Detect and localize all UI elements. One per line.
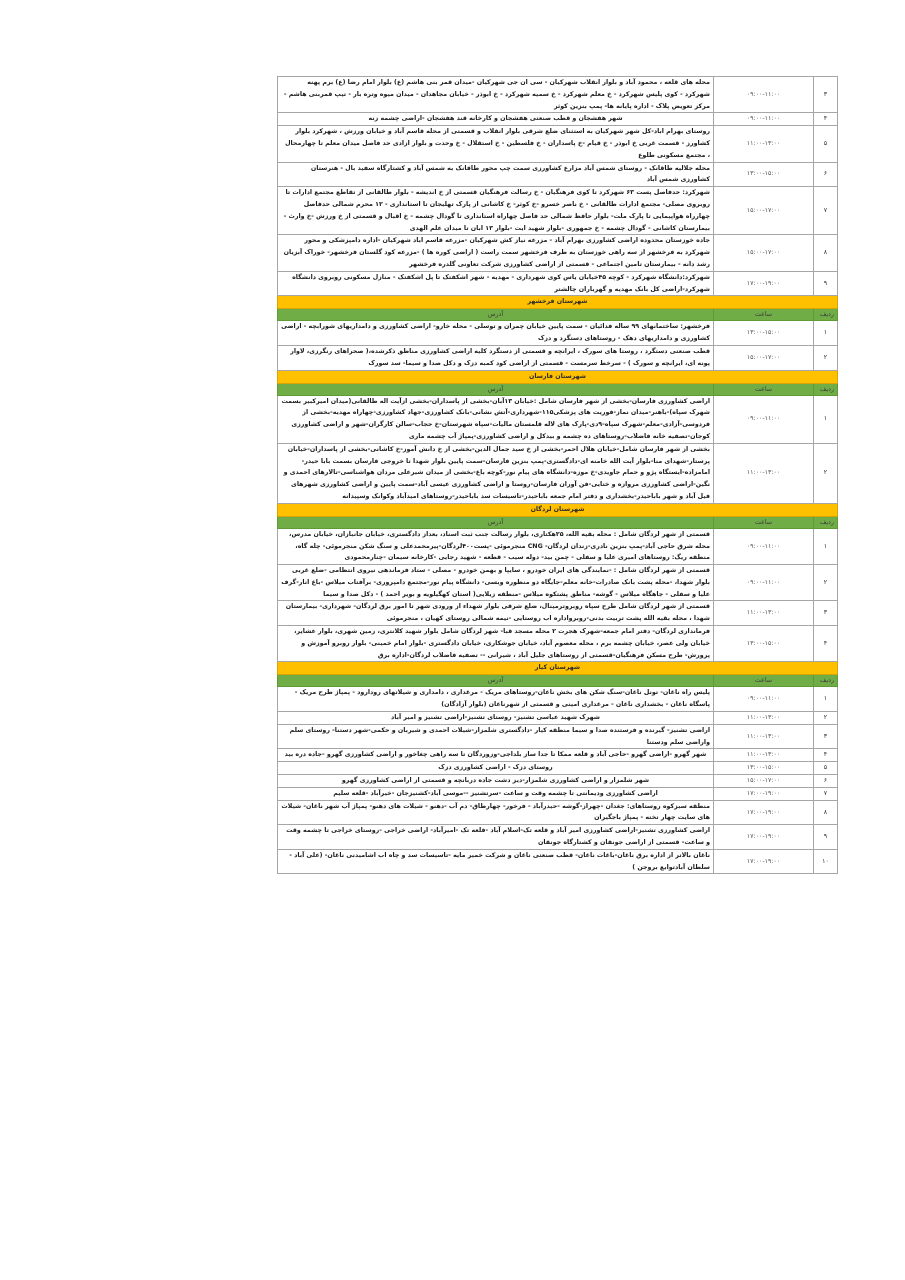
column-header-address: آدرس bbox=[278, 383, 714, 395]
row-index: ۱ bbox=[814, 687, 838, 712]
column-header-row bbox=[278, 383, 838, 395]
row-index: ۶ bbox=[814, 775, 838, 788]
column-header-address: آدرس bbox=[278, 675, 714, 687]
row-index: ۵ bbox=[814, 126, 838, 162]
row-time: ۱۳:۰۰-۱۵:۰۰ bbox=[714, 321, 814, 346]
row-time: ۱۷:۰۰-۱۹:۰۰ bbox=[714, 825, 814, 850]
table-row bbox=[278, 825, 838, 850]
county-section-header bbox=[278, 370, 838, 383]
table-row bbox=[278, 443, 838, 503]
row-index: ۱ bbox=[814, 321, 838, 346]
row-time: ۱۱:۰۰-۱۳:۰۰ bbox=[714, 724, 814, 749]
row-time: ۱۷:۰۰-۱۹:۰۰ bbox=[714, 800, 814, 825]
table-row bbox=[278, 126, 838, 162]
row-time: ۱۵:۰۰-۱۷:۰۰ bbox=[714, 235, 814, 271]
row-index: ۹ bbox=[814, 271, 838, 296]
column-header-time: ساعت bbox=[714, 309, 814, 321]
table-row bbox=[278, 271, 838, 296]
row-index: ۱۰ bbox=[814, 849, 838, 874]
table-row bbox=[278, 775, 838, 788]
row-address: محله های قلعه ، محمود آباد و بلوار انقلاب شهرکیان - سی ان جی شهرکیان -میدان قمر بنی هاشم (ع) بلوار امام رضا (ع) برم پهنه شهرکرد - کوی پلیس شهرکرد - خ معلم شهرکرد - خ سمیه شهرکرد - خ ابوذر - خیابان مجاهدان - میدان میوه وتره بار - تیپ قمربنی هاشم - مرکز تعویض پلاک - اداره پایانه ها- پمپ بنزین کوثر bbox=[278, 77, 714, 113]
row-time: ۰۹:۰۰-۱۱:۰۰ bbox=[714, 77, 814, 113]
table-row bbox=[278, 712, 838, 725]
table-row bbox=[278, 787, 838, 800]
row-time: ۰۹:۰۰-۱۱:۰۰ bbox=[714, 113, 814, 126]
row-address: اراضی کشاورزی ودیمانتی تا چشمه وقت و ساعت -سرتشنیز --موسی آباد-کشنیزجان -خیرآباد -قلعه سلیم bbox=[278, 787, 714, 800]
county-title: شهرستان کیار bbox=[278, 662, 838, 675]
row-index: ۵ bbox=[814, 762, 838, 775]
row-index: ۲ bbox=[814, 345, 838, 370]
row-index: ۴ bbox=[814, 749, 838, 762]
row-address: شهر گهرو -اراضی گهرو -حاجی آباد و قلعه ممکا تا جدا ساز بلداجی-وزوردگان تا سه راهی چغاخور و اراضی کشاورزی گهرو -جاده دره بید bbox=[278, 749, 714, 762]
table-row bbox=[278, 395, 838, 443]
table-row bbox=[278, 724, 838, 749]
county-section-header bbox=[278, 503, 838, 516]
row-address: جاده خوزستان محدوده اراضی کشاورزی بهرام آباد - مزرعه نیاز کش شهرکیان -مزرعه قاسم اباد شهرکیان -اداره دامپزشکی و محور شهرکرد به فرخشهر از سه راهی خوزستان به طرف فرخشهر سمت راست ( اراضی کوره ها ) -مزرعه کود گلستان فرخشهر- خوراک آبزیان رشد دانه - بیمارستان تامین اجتماعی - قسمتی از اراضی کشاورزی شرکت تعاونی گلدره فرخشهر bbox=[278, 235, 714, 271]
column-header-index: ردیف bbox=[814, 675, 838, 687]
row-address: ناغان بالاتر از اداره برق ناغان-باغات ناغان- قطب صنعتی ناغان و شرکت خمیر مایه -تاسیسات سد و چاه اب اشامیدنی ناغان- (علی آباد - سلطان آبادتوابع بروجن ) bbox=[278, 849, 714, 874]
row-time: ۱۷:۰۰-۱۹:۰۰ bbox=[714, 271, 814, 296]
row-index: ۳ bbox=[814, 601, 838, 626]
row-time: ۱۳:۰۰-۱۵:۰۰ bbox=[714, 626, 814, 662]
row-time: ۱۷:۰۰-۱۹:۰۰ bbox=[714, 849, 814, 874]
table-row bbox=[278, 762, 838, 775]
row-address: شهرکرد: حدفاصل پست ۶۳ شهرکرد تا کوی فرهنگیان - خ رسالت فرهنگیان قسمتی از خ اندیشه - بلوار طالقانی از تقاطع مجتمع ادارات تا روبروی مصلی- مجتمع ادارات طالقانی - خ ناصر خسرو -خ کوثر- خ کاشانی از پارک تهلیجان تا استانداری - ۱۲ محرم شمالی حدفاصل چهارراه هواپیمایی تا پارک ملت- بلوار حافظ شمالی حد فاصل چهاراه استانداری تا گودال چشمه - خ اقبال و قسمتی از خ ورزش -خ وارث - بیمارستان کاشانی - گودال چشمه - خ جمهوری -بلوار شهید ایت -بلوار ۱۳ ابان تا میدان علم الهدی bbox=[278, 187, 714, 235]
row-index: ۷ bbox=[814, 187, 838, 235]
column-header-time: ساعت bbox=[714, 383, 814, 395]
row-index: ۲ bbox=[814, 712, 838, 725]
row-index: ۱ bbox=[814, 528, 838, 564]
row-address: قسمتی از شهر لردگان شامل : -نمایندگی های ایران خودرو ، سایپا و بهمن خودرو - مصلی - ستاد فرماندهی نیروی انتظامی -ضلع غربی بلوار شهدا، -محله پشت بانک صادرات-خانه معلم-جایگاه دو منظوره وبسی- دانشگاه پیام نور-مجتمع دامپروری- برآفتاب میلاس -باغ انار-گرف علیا و سفلی - جاهگاه میلاس - گوشه- مناطق پشتکوه میلاس -منطقه زیلایی( استان کهگیلویه و بویر احمد ) - دکل صدا و سیما bbox=[278, 565, 714, 601]
row-time: ۰۹:۰۰-۱۱:۰۰ bbox=[714, 528, 814, 564]
column-header-row bbox=[278, 675, 838, 687]
row-time: ۱۵:۰۰-۱۷:۰۰ bbox=[714, 345, 814, 370]
column-header-index: ردیف bbox=[814, 309, 838, 321]
column-header-index: ردیف bbox=[814, 516, 838, 528]
row-address: شهر شلمزار و اراضی کشاورزی شلمزار-دیز دشت جاده دربانچه و قسمتی از اراضی کشاورزی گهرو bbox=[278, 775, 714, 788]
row-time: ۱۱:۰۰-۱۳:۰۰ bbox=[714, 443, 814, 503]
row-index: ۱ bbox=[814, 395, 838, 443]
row-address: فرمانداری لردگان- دفتر امام جمعه-شهرک هجرت ۲ محله مسجد قبا- شهر لردگان شامل بلوار شهید کلانتری، زمین شهری، بلوار عشایر، خیابان ولی عصر، خیابان چشمه برم ، محله معصوم آباد، خیابان جوشکاری، خیابان دادگستری -بلوار امام خمینی- بلوار روبرو آموزش و پرورش- طرح مسکن فرهنگیان-قسمتی از روستاهای جلیل آباد ، شیرانی -- تصفیه فاضلاب لردگان-اداره برق bbox=[278, 626, 714, 662]
county-section-header bbox=[278, 662, 838, 675]
row-address: شهرکرد:دانشگاه شهرکرد - کوچه ۴۵خیابان یاس کوی شهرداری - مهدیه - شهر اشکفتک تا پل اشکفتک - منازل مسکونی روبروی دانشگاه شهرکرد-اراضی کل بانک مهدیه و گهرباران چالشتر bbox=[278, 271, 714, 296]
table-row bbox=[278, 749, 838, 762]
table-row bbox=[278, 187, 838, 235]
row-address: اراضی تشنیز- گیرنده و فرستنده صدا و سیما منطقه کیار -دادگستری شلمزار-شیلات احمدی و شیربان و حکمی-شهر دستنا- روستای سلم واراضی سلم ودستنا bbox=[278, 724, 714, 749]
row-time: ۰۹:۰۰-۱۱:۰۰ bbox=[714, 565, 814, 601]
row-index: ۷ bbox=[814, 787, 838, 800]
row-address: شهر هفشجان و قطب صنعتی هفشجان و کارخانه قند هفشجان -اراضی چشمه زنه bbox=[278, 113, 714, 126]
table-row bbox=[278, 162, 838, 187]
table-row bbox=[278, 345, 838, 370]
table-row bbox=[278, 77, 838, 113]
county-title: شهرستان فرخشهر bbox=[278, 296, 838, 309]
column-header-address: آدرس bbox=[278, 309, 714, 321]
row-address: اراضی کشاورزی تشنیز-اراضی کشاورزی امیر آباد و قلعه تک-اسلام آباد -قلعه تک -امیرآباد- اراضی خراجی -روستای خراجی تا چشمه وقت و ساعت- قسمتی از اراضی جونقان و کشتارگاه جونقان bbox=[278, 825, 714, 850]
table-row bbox=[278, 235, 838, 271]
row-address: منطقه سبزکوه روستاهای: جغدان -چهراز-گوشه -حیدرآباد - فرخور- چهارطاق- دم آب -دهنو - شیلات های دهنو- پمپاژ آب شهر ناغان- شیلات های سایت چهار تخته - پمپاژ باجگیران bbox=[278, 800, 714, 825]
row-time: ۱۱:۰۰-۱۳:۰۰ bbox=[714, 126, 814, 162]
table-row bbox=[278, 849, 838, 874]
row-address: قسمتی از شهر لردگان شامل : محله بقیه الله، ۲۵هکتاری، بلوار رسالت جنب ثبت اسناد، بعداز دادگستری، خیابان جانبازان، خیابان مدرس، محله شرق حاجی آباد-پمپ بنزین نادری-زندان لردگان- CNG منجرموئی -پست۴۰۰لردگان-پیرمحمدعلی و سنگ شکن منجرموئی- چله گاه، منطقه ریگ: روستاهای امیری علیا و سفلی - چمن بید- دوله سیب - قطعه - شهید رجایی -کارخانه سیمان -چنارمحمودی bbox=[278, 528, 714, 564]
county-title: شهرستان فارسان bbox=[278, 370, 838, 383]
county-section-header bbox=[278, 296, 838, 309]
column-header-index: ردیف bbox=[814, 383, 838, 395]
row-time: ۱۱:۰۰-۱۳:۰۰ bbox=[714, 601, 814, 626]
table-row bbox=[278, 528, 838, 564]
table-row bbox=[278, 626, 838, 662]
row-time: ۰۹:۰۰-۱۱:۰۰ bbox=[714, 395, 814, 443]
row-time: ۱۱:۰۰-۱۳:۰۰ bbox=[714, 712, 814, 725]
row-index: ۴ bbox=[814, 626, 838, 662]
row-address: روستای دزک - اراضی کشاورزی دزک bbox=[278, 762, 714, 775]
row-index: ۸ bbox=[814, 235, 838, 271]
row-index: ۸ bbox=[814, 800, 838, 825]
row-time: ۱۷:۰۰-۱۹:۰۰ bbox=[714, 787, 814, 800]
schedule-table-body bbox=[278, 77, 838, 874]
row-time: ۱۳:۰۰-۱۵:۰۰ bbox=[714, 162, 814, 187]
row-address: فرخشهر: ساختمانهای ۹۹ ساله فدائیان - سمت پایین خیابان چمران و توسلی - محله خارو- اراضی کشاورزی و دامداریهای شورابچه - اراضی کشاورزی و دامداریهای دهک - روستاهای دستگرد و دزک bbox=[278, 321, 714, 346]
row-time: ۱۵:۰۰-۱۷:۰۰ bbox=[714, 775, 814, 788]
row-index: ۳ bbox=[814, 77, 838, 113]
row-address: قطب صنعتی دستگرد ، روستا های سورک ، ایرانچه و قسمتی از دستگرد کلیه اراضی کشاورزی مناطق ذکرشده،( صحراهای رنگرزی، لاوار پونه ای، ایرانچه و سورک ) - سرخط سرمست - قسمتی از اراضی کود کمبه دزک و دکل صدا و سیما- سد سورک bbox=[278, 345, 714, 370]
table-row bbox=[278, 321, 838, 346]
row-address: شهرک شهید عباسی تشنیز- روستای تشنیز-اراضی تشنیز و امیر آباد bbox=[278, 712, 714, 725]
table-row bbox=[278, 601, 838, 626]
row-index: ۳ bbox=[814, 724, 838, 749]
column-header-time: ساعت bbox=[714, 516, 814, 528]
row-index: ۴ bbox=[814, 113, 838, 126]
row-time: ۰۹:۰۰-۱۱:۰۰ bbox=[714, 687, 814, 712]
row-time: ۱۳:۰۰-۱۵:۰۰ bbox=[714, 762, 814, 775]
row-index: ۲ bbox=[814, 443, 838, 503]
row-address: بخشی از شهر فارسان شامل-خیابان هلال احمر-بخشی از خ سید جمال الدین-بخشی از خ دانش آموز-خ کاشانی-بخشی از پاسداران-خیابان پرستار-شهدای منا-بلوار آیت الله خامنه ای-دادگستری-پمپ بنزین فارسان-سمت پایین بلوار شهدا تا خروجی فارسان بسمت بابا حیدر-امامزاده-ایستگاه پژو و حمام جاویدی-خ موزه-دانشگاه های پیام نور-کوچه باغ-بخشی از میدان شیرعلی مردان هواشناسی-تالارهای احمدی و نگین-اراضی کشاورزی مروازه و ختایی-فن آوران فارسان-روستا و اراضی کشاورزی عیسی آباد-سمت پایین و اراضی کشاورزی شهرهای فیل آباد و شهر باباحیدر-بخشداری و دفتر امام جمعه باباحیدر-تاسیسات سد باباحیدر-روستاهای امیدآباد وکوانک وسپیدانه bbox=[278, 443, 714, 503]
column-header-row bbox=[278, 516, 838, 528]
outage-schedule-sheet bbox=[277, 76, 838, 874]
row-time: ۱۱:۰۰-۱۳:۰۰ bbox=[714, 749, 814, 762]
table-row bbox=[278, 113, 838, 126]
column-header-time: ساعت bbox=[714, 675, 814, 687]
row-index: ۲ bbox=[814, 565, 838, 601]
table-row bbox=[278, 687, 838, 712]
row-address: پلیس راه ناغان- تونل ناغان-سنگ شکن های بخش ناغان-روستاهای مریک - مرغداری ، دامداری و شیلاتهای رودارود - پمپاژ طرح مریک - پاسگاه ناغان - بخشداری ناغان - مرغداری امینی و قسمتی از شهرناغان (بلوار آزادگان) bbox=[278, 687, 714, 712]
row-index: ۶ bbox=[814, 162, 838, 187]
table-row bbox=[278, 565, 838, 601]
row-index: ۹ bbox=[814, 825, 838, 850]
table-row bbox=[278, 800, 838, 825]
row-time: ۱۵:۰۰-۱۷:۰۰ bbox=[714, 187, 814, 235]
row-address: محله جلالیه طاقانک - روستای شمس آباد مزارع کشاورزی سمت چپ محور طاقانک به شمس آباد و کشتارگاه سفید بال - هنرستان کشاورزی شمس آباد bbox=[278, 162, 714, 187]
row-address: روستای بهرام اباد-کل شهر شهرکیان به استثنای ضلع شرقی بلوار انقلاب و قسمتی از محله قاسم آباد و خیابان ورزش ، شهرکرد بلوار کشاورز - قسمت غربی خ ابوذر - خ قیام -خ پاسداران - خ فلسطین - خ استقلال - خ وحدت و بلوار ازادی حد فاصل میدان معلم تا چهارمحال ، مجتمع مسکونی طلوع bbox=[278, 126, 714, 162]
row-address: قسمتی از شهر لردگان شامل طرح سپاه روبروترمینال، ضلع شرقی بلوار شهداء از ورودی شهر تا امور برق لردگان- شهرداری- بیمارستان شهدا ، محله بقیه الله پشت تربیت بدنی-روبرواداره اب روستایی -نیمه شمالی روستای کهیان ، منجرموئی bbox=[278, 601, 714, 626]
county-title: شهرستان لردگان bbox=[278, 503, 838, 516]
row-address: اراضی کشاورزی فارسان-بخشی از شهر فارسان شامل :خیابان ۱۳آبان-بخشی از پاسداران-بخشی ازآیت اله طالقانی(میدان امیرکبیر بسمت شهرک سپاه)-باهنر-میدان نماز-فوریت های پزشکی۱۱۵-شهرداری-آتش نشانی-بانک کشاورزی-جهاد کشاورزی-چهاراه مهدیه-بخشی از فردوسی-آزادی-معلم-شهرک سپاه-۹دی-پارک های لاله قلمستان مالیات-سپاه شهرستان-خ حجاب-سالن کارگران-شهر و اراضی کشاورزی کوجان-تصفیه خانه فاضلاب-روستاهای ده چشمه و بیدکل و اراضی کشاورزی-پمپاژ آب چشمه ماری bbox=[278, 395, 714, 443]
column-header-address: آدرس bbox=[278, 516, 714, 528]
column-header-row bbox=[278, 309, 838, 321]
schedule-table bbox=[277, 76, 838, 874]
